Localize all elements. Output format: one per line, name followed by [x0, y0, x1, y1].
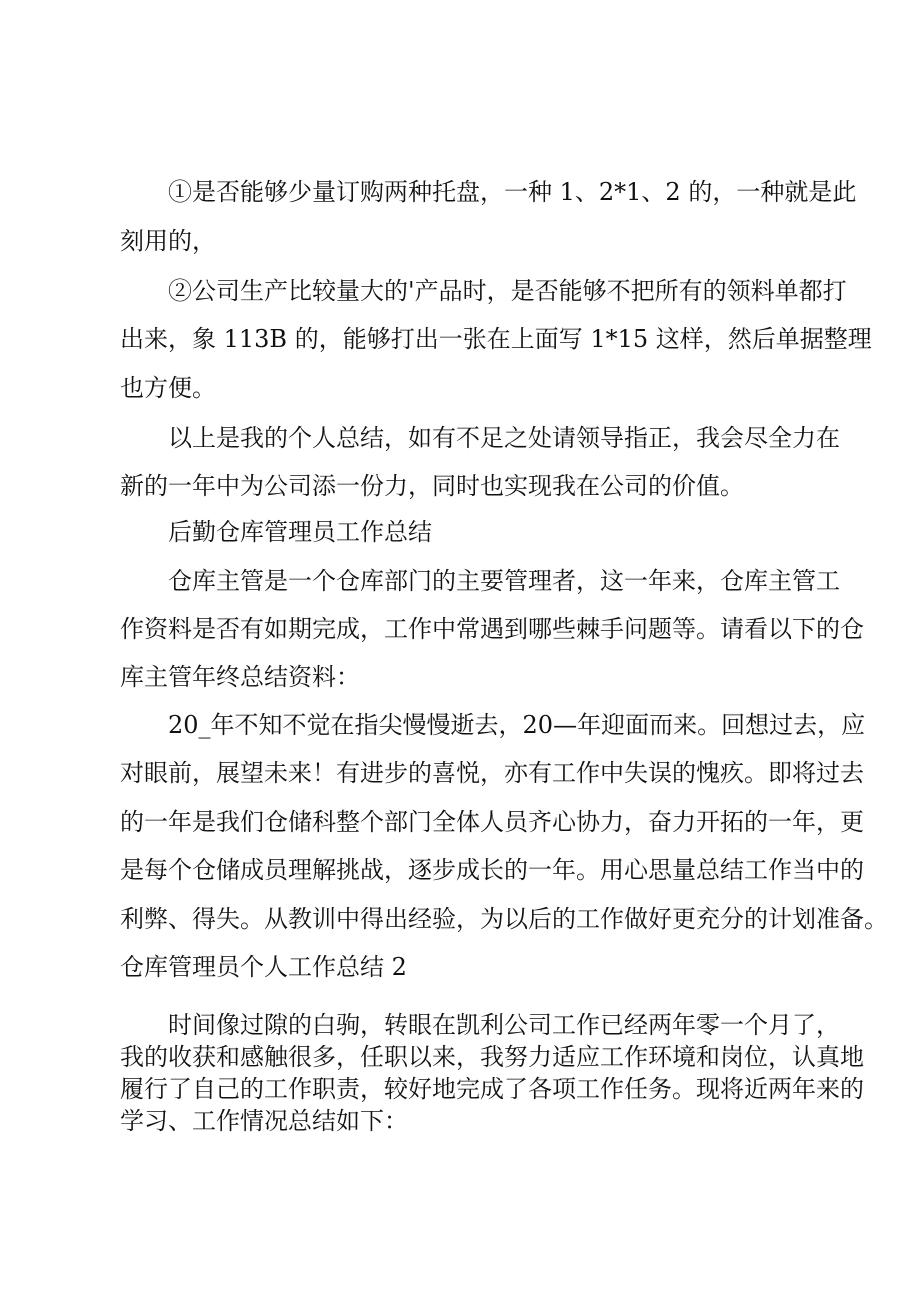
- text-line-15: 是每个仓储成员理解挑战，逐步成长的一年。用心思量总结工作当中的: [120, 856, 864, 884]
- text-line-1: ①是否能够少量订购两种托盘，一种 1、2*1、2 的，一种就是此: [168, 178, 857, 206]
- text-line-6: 以上是我的个人总结，如有不足之处请领导指正，我会尽全力在: [168, 424, 840, 452]
- text-line-11: 库主管年终总结资料：: [120, 663, 360, 691]
- text-line-21: 学习、工作情况总结如下：: [120, 1107, 408, 1135]
- text-line-4: 出来，象 113B 的，能够打出一张在上面写 1*15 这样，然后单据整理: [120, 325, 872, 353]
- text-line-9: 仓库主管是一个仓库部门的主要管理者，这一年来，仓库主管工: [168, 567, 840, 595]
- text-line-10: 作资料是否有如期完成，工作中常遇到哪些棘手问题等。请看以下的仓: [120, 615, 864, 643]
- text-line-3: ②公司生产比较量大的'产品时，是否能够不把所有的领料单都打: [168, 277, 847, 305]
- text-line-5: 也方便。: [120, 374, 216, 402]
- section-heading-1: 后勤仓库管理员工作总结: [168, 518, 432, 546]
- text-line-12: 20_年不知不觉在指尖慢慢逝去，20—年迎面而来。回想过去，应: [168, 711, 866, 739]
- text-line-2: 刻用的，: [120, 227, 216, 255]
- text-line-16: 利弊、得失。从教训中得出经验，为以后的工作做好更充分的计划准备。: [120, 905, 888, 933]
- text-line-18: 时间像过隙的白驹，转眼在凯利公司工作已经两年零一个月了，: [168, 1011, 840, 1039]
- text-line-19: 我的收获和感触很多，任职以来，我努力适应工作环境和岗位，认真地: [120, 1043, 864, 1071]
- text-line-13: 对眼前，展望未来！有进步的喜悦，亦有工作中失误的愧疚。即将过去: [120, 759, 864, 787]
- text-line-14: 的一年是我们仓储科整个部门全体人员齐心协力，奋力开拓的一年，更: [120, 808, 864, 836]
- section-heading-2: 仓库管理员个人工作总结 2: [120, 953, 407, 981]
- text-line-20: 履行了自己的工作职责，较好地完成了各项工作任务。现将近两年来的: [120, 1075, 864, 1103]
- text-line-7: 新的一年中为公司添一份力，同时也实现我在公司的价值。: [120, 472, 744, 500]
